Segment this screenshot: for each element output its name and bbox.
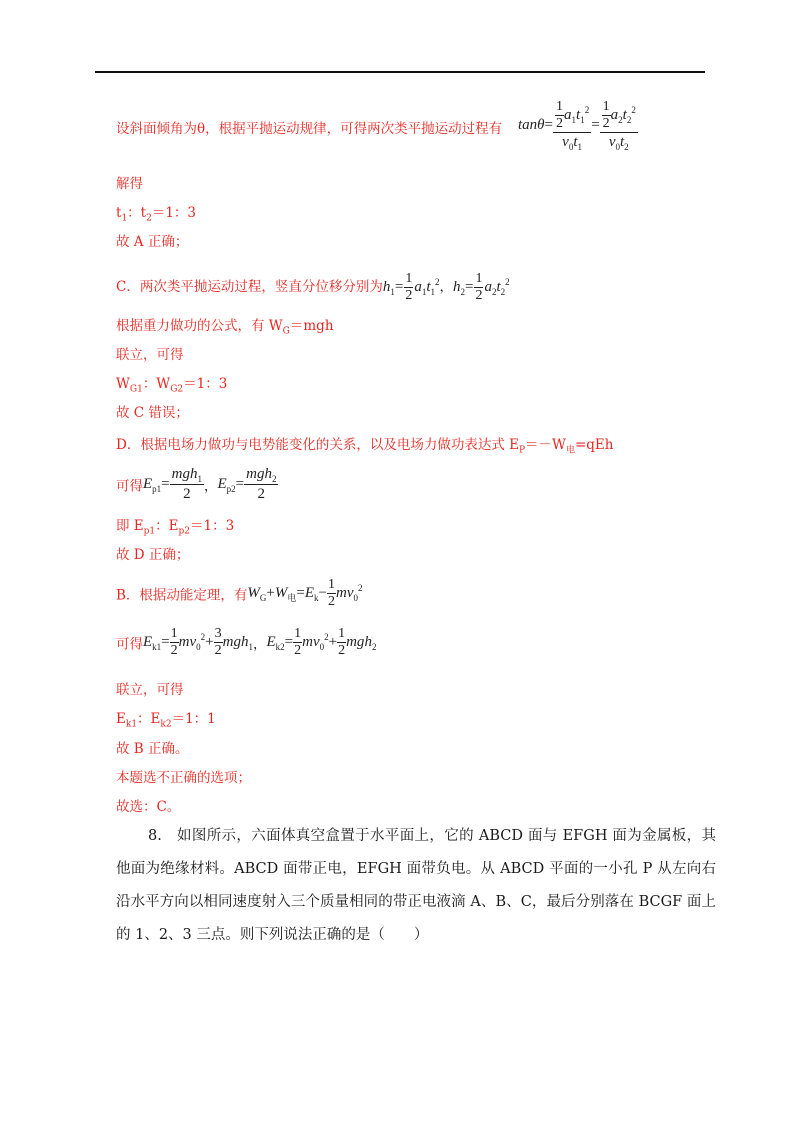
formula-tan-theta: tanθ= $\frac{1}{2}$ $a_1t_1^2$ $v_0t_1$ = $\frac{1}{2}$ $a_2t_2^2$ $v_0t_2$: [518, 99, 636, 152]
line-tan-intro: 设斜面倾角为θ，根据平抛运动规律，可得两次类平抛运动过程有: [116, 121, 503, 137]
question-8: 8. 如图所示，六面体真空盒置于水平面上，它的 ABCD 面与 EFGH 面为金属板，其他面为绝缘材料。ABCD 面带正电，EFGH 面带负电。从 ABCD 平面的一小孔 P 从左向右沿水平方向以相同速度射入三个质量相同的带正电液滴 A、B、C，最后分别落在 BCGF 面上的 1、2、3 三点。则下列说法正确的是（ ）: [116, 828, 716, 943]
line-b-correct: 故 B 正确。: [116, 741, 189, 757]
line-c-wrong: 故 C 错误；: [116, 405, 189, 421]
line-c-intro: C．两次类平抛运动过程，竖直分位移分别为$h_1=$ $\frac{1}{2}$ $a_1t_1^2$，$h_2=$ $\frac{1}{2}$ $a_2t_2^2$: [116, 271, 510, 303]
line-d-correct: 故 D 正确；: [116, 547, 190, 563]
line-ek-ratio: $E_{k1}$：$E_{k2}=1$：1: [116, 711, 216, 730]
line-gravity-work: 根据重力做功的公式，有 $W_G=mgh$: [116, 318, 334, 337]
line-jiede-1: 解得: [116, 176, 143, 192]
line-ep-ratio: 即 $E_{p1}$：$E_{p2}=1$：3: [116, 518, 235, 537]
line-ek-formula: 可得$E_{k1}=$ $\frac{1}{2}$ $mv_0^2+$ $\frac{3}{2}$ mgh$_1$，$E_{k2}=$ $\frac{1}{2}$ $mv_0^2+$ $\frac{1}{2}$ mgh$_2$: [116, 626, 377, 658]
line-wg-ratio: $W_{G1}$：$W_{G2}=1$：3: [116, 376, 228, 395]
header-rule: [95, 71, 705, 73]
line-d-intro: D．根据电场力做功与电势能变化的关系，以及电场力做功表达式 $E_P=-W_电=qEh$: [116, 437, 614, 456]
line-b-intro: B．根据动能定理，有$W_G+W_电=E_k-$ $\frac{1}{2}$ $mv_0^2$: [116, 577, 363, 609]
line-lianli-1: 联立，可得: [116, 347, 184, 363]
line-t-ratio: $t_1$：$t_2=1$：3: [116, 205, 197, 224]
line-answer: 故选：C。: [116, 799, 181, 815]
line-a-correct: 故 A 正确；: [116, 234, 189, 250]
line-choose-wrong: 本题选不正确的选项；: [116, 770, 251, 786]
line-ep-formula: 可得$E_{p1}=$ $\frac{mgh_1}{2}$ ，$E_{p2}=$ $\frac{mgh_2}{2}$: [116, 466, 277, 502]
line-lianli-2: 联立，可得: [116, 682, 184, 698]
